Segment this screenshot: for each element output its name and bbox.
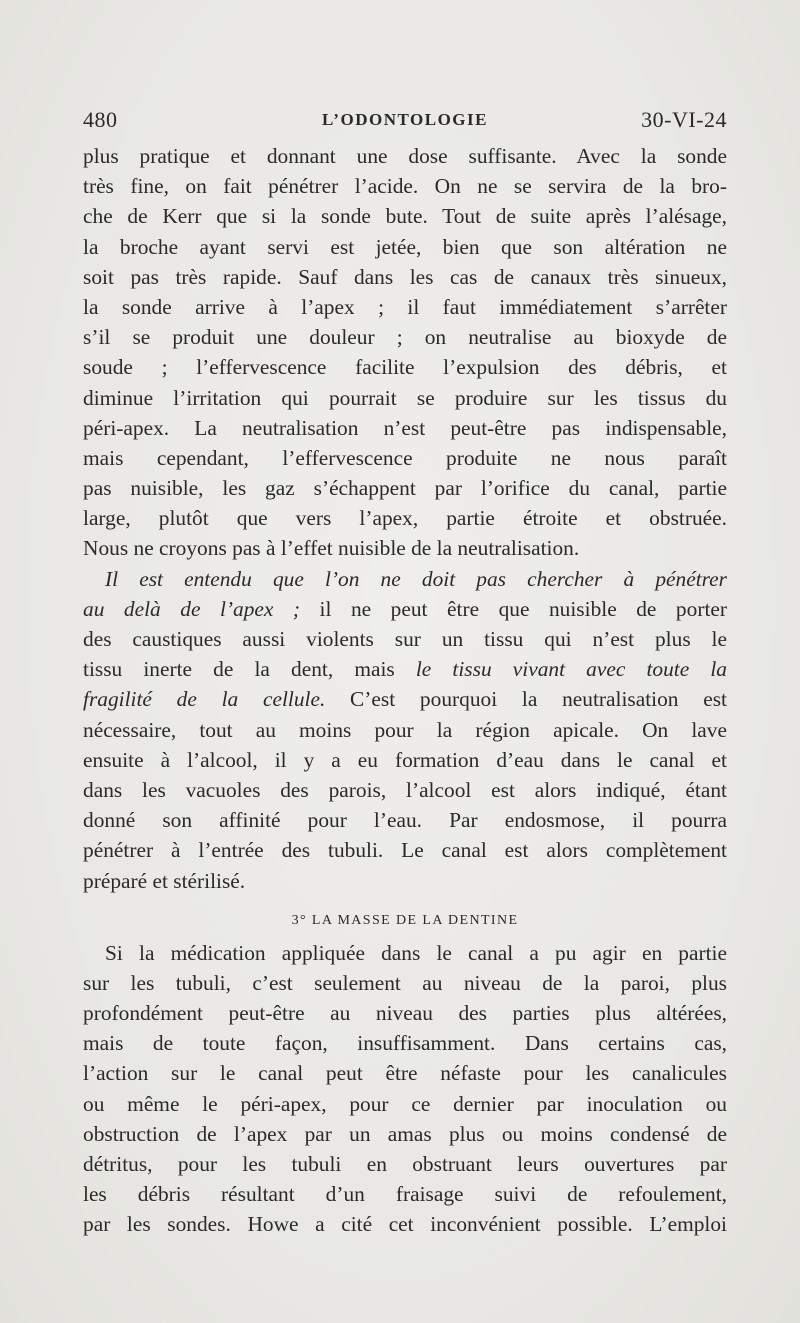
text-line: diminue l’irritation qui pourrait se produire sur les tissus du — [83, 385, 727, 410]
text-line: pas nuisible, les gaz s’échappent par l’orifice du canal, partie — [83, 476, 727, 501]
text-line: large, plutôt que vers l’apex, partie étroite et obstruée. — [83, 506, 727, 531]
text-line: préparé et stérilisé. — [83, 868, 246, 893]
text-segment: C’est pourquoi la neutralisation est — [325, 687, 727, 712]
text-line: Nous ne croyons pas à l’effet nuisible de la neutralisation. — [83, 536, 580, 561]
text-line: péri-apex. La neutralisation n’est peut-être pas indispensable, — [83, 415, 727, 440]
text-line: nécessaire, tout au moins pour la région apicale. On lave — [83, 717, 727, 742]
text-line — [83, 684, 727, 714]
text-line: ou même le péri-apex, pour ce dernier par inoculation ou — [83, 1091, 727, 1116]
page-number: 480 — [83, 107, 118, 132]
italic-text: fragilité de la cellule. — [83, 687, 326, 712]
paragraph-3 — [83, 938, 727, 1240]
paragraph-2 — [83, 564, 727, 896]
text-line: détritus, pour les tubuli en obstruant leurs ouvertures par — [83, 1152, 727, 1176]
text-line: sur les tubuli, c’est seulement au niveau de la paroi, plus — [83, 970, 727, 995]
text-line: l’action sur le canal peut être néfaste pour les canalicules — [83, 1061, 727, 1086]
text-line: soit pas très rapide. Sauf dans les cas de canaux très sinueux, — [83, 264, 727, 289]
text-line: des caustiques aussi violents sur un tissu qui n’est plus le — [83, 627, 727, 651]
text-line — [83, 594, 727, 624]
text-line: par les sondes. Howe a cité cet inconvénient possible. L’emploi — [83, 1212, 727, 1237]
text-line: profondément peut-être au niveau des parties plus altérées, — [83, 1001, 727, 1026]
text-line: les débris résultant d’un fraisage suivi de refoulement, — [83, 1182, 727, 1207]
issue-date: 30-VI-24 — [641, 107, 727, 132]
text-line: très fine, on fait pénétrer l’acide. On ne se servira de la bro- — [83, 174, 727, 199]
section-heading: 3° LA MASSE DE LA DENTINE — [291, 912, 519, 928]
text-line: mais de toute façon, insuffisamment. Dans certains cas, — [83, 1031, 727, 1056]
text-line: pénétrer à l’entrée des tubuli. Le canal est alors complètement — [83, 838, 727, 863]
journal-title: L’ODONTOLOGIE — [322, 110, 488, 129]
paragraph-1 — [83, 141, 727, 564]
running-header — [83, 107, 727, 137]
text-segment: tissu inerte de la dent, mais — [83, 657, 416, 682]
italic-text: le tissu vivant avec toute la — [415, 657, 727, 682]
text-segment: il ne peut être que nuisible de porter — [300, 596, 728, 621]
text-line: donné son affinité pour l’eau. Par endosmose, il pourra — [83, 808, 727, 833]
text-line: che de Kerr que si la sonde bute. Tout de suite après l’alésage, — [83, 204, 727, 229]
page-body — [83, 141, 727, 1240]
italic-text: au delà de l’apex ; — [83, 596, 301, 621]
text-line: soude ; l’effervescence facilite l’expulsion des débris, et — [83, 355, 727, 380]
text-line: la broche ayant servi est jetée, bien que son altération ne — [83, 234, 727, 259]
text-line: Si la médication appliquée dans le canal a pu agir en partie — [105, 940, 727, 965]
text-line: ensuite à l’alcool, il y a eu formation d’eau dans le canal et — [83, 747, 727, 772]
text-line — [83, 654, 727, 684]
text-line: mais cependant, l’effervescence produite ne nous paraît — [83, 445, 727, 470]
italic-text: Il est entendu que l’on ne doit pas chercher à pénétrer — [105, 566, 727, 591]
text-line: s’il se produit une douleur ; on neutralise au bioxyde de — [83, 325, 727, 350]
text-line — [83, 564, 727, 594]
text-line: dans les vacuoles des parois, l’alcool est alors indiqué, étant — [83, 777, 727, 802]
text-line: obstruction de l’apex par un amas plus ou moins condensé de — [83, 1121, 727, 1146]
text-line: plus pratique et donnant une dose suffisante. Avec la sonde — [83, 144, 727, 168]
text-line: la sonde arrive à l’apex ; il faut immédiatement s’arrêter — [83, 294, 727, 319]
